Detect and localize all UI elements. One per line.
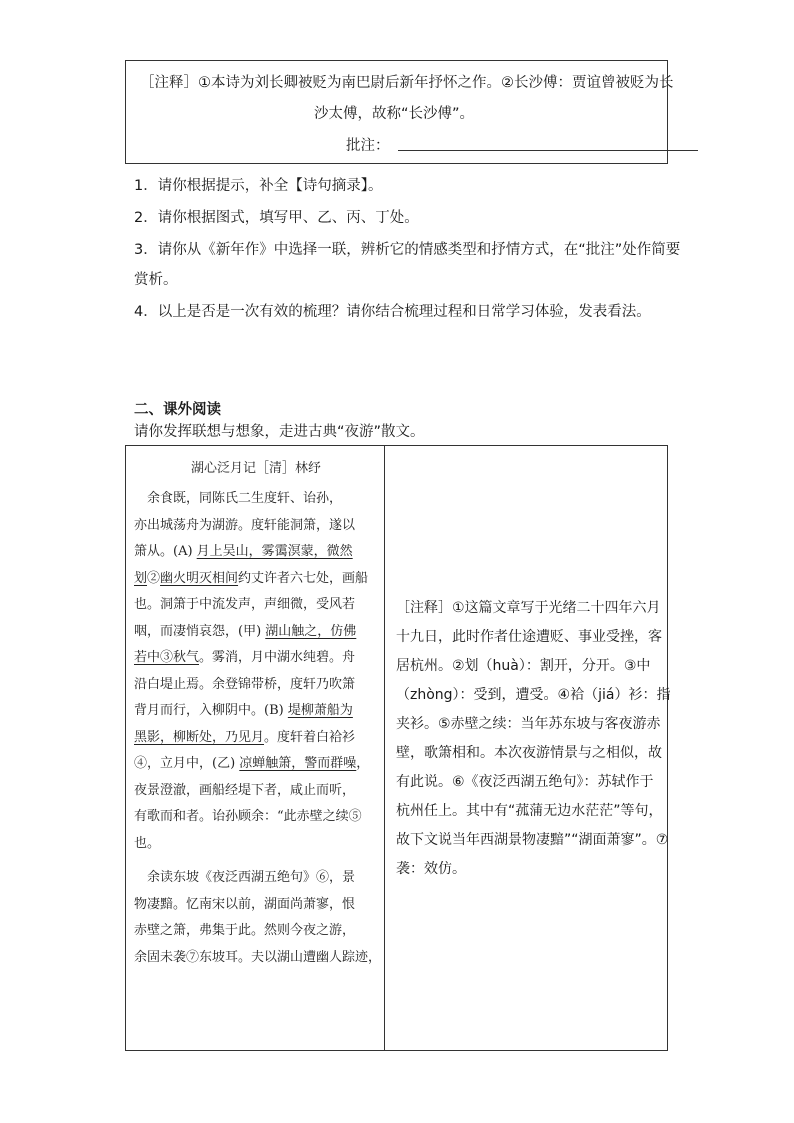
passage-text: ④，立月中，(乙) — [134, 756, 240, 771]
passage-line — [134, 539, 378, 566]
notes-line: （zhòng）：受到，遭受。④袷（jiá）衫：指 — [396, 687, 671, 703]
passage-line — [134, 804, 378, 831]
passage-line — [134, 619, 378, 646]
paragraph-gap — [134, 857, 378, 865]
passage-text: 沿白堤止焉。余登锦带桥，度轩乃吹箫 — [134, 676, 356, 692]
passage-line — [134, 892, 378, 919]
reading-table — [125, 445, 671, 1051]
question-2: 2．请你根据图式，填写甲、乙、丙、丁处。 — [134, 210, 419, 226]
notes-line: ［注释］①这篇文章写于光绪二十四年六月 — [396, 600, 661, 616]
passage-line — [134, 645, 378, 672]
notes-line: 杭州任上。其中有“菰蒲无边水茫茫”等句， — [396, 803, 663, 819]
notes-line: 十九日，此时作者仕途遭贬、事业受挫，客 — [396, 629, 662, 645]
question-3: 3．请你从《新年作》中选择一联，辨析它的情感类型和抒情方式，在“批注”处作简要 — [134, 242, 681, 258]
poem-note-line: 沙太傅，故称“长沙傅”。 — [314, 106, 475, 122]
underlined-phrase: 划 — [134, 570, 148, 586]
poem-note-box — [125, 60, 674, 164]
passage-text: 也。 — [134, 835, 161, 851]
passage-line — [134, 672, 378, 699]
section-intro: 请你发挥联想与想象，走进古典“夜游”散文。 — [134, 424, 425, 440]
notes-column — [396, 594, 671, 884]
passage-text: 约丈许者六七处，画船 — [238, 570, 369, 586]
underlined-phrase: 若中③秋气 — [134, 650, 200, 665]
passage-text: 也。洞箫于中流发声，声细微，受风若 — [134, 597, 356, 612]
question-3-continued: 赏析。 — [134, 272, 178, 288]
underlined-phrase: 黑影，柳断处，乃见月 — [134, 729, 265, 745]
passage-line — [134, 945, 382, 972]
section-title: 二、课外阅读 — [134, 402, 221, 418]
passage-text: ② — [147, 570, 161, 586]
passage-line — [134, 725, 378, 752]
passage-line — [134, 865, 378, 892]
passage-text: 。度轩着白袷衫 — [264, 729, 356, 745]
column-divider — [384, 446, 385, 1050]
passage-text: 余食既，同陈氏二生度轩、诒孙， — [134, 491, 343, 506]
passage-line — [134, 751, 378, 778]
underlined-phrase: 凉蝉触箫，警而群噪 — [239, 756, 357, 771]
underlined-phrase: 幽火明灭相间 — [160, 570, 239, 586]
annotation-blank-line — [398, 150, 698, 151]
passage-text: 余固未袭⑦东坡耳。夫以湖山遭幽人踪迹， — [134, 949, 382, 965]
question-1: 1．请你根据提示，补全【诗句摘录】。 — [134, 178, 383, 194]
passage-text: 箫从。(A) — [134, 544, 197, 559]
underlined-phrase: 湖山触之，仿佛 — [265, 623, 357, 639]
passage-text: 有歌而和者。诒孙顾余：“此赤壁之续⑤ — [134, 809, 362, 824]
passage-line — [134, 486, 378, 513]
passage-text: 赤壁之箫，弗集于此。然则今夜之游， — [134, 923, 356, 938]
passage-column — [134, 456, 382, 971]
passage-text: ， — [356, 756, 370, 771]
passage-line — [134, 831, 378, 858]
notes-line: 袭：效仿。 — [396, 861, 466, 877]
notes-line: 夹衫。⑤赤壁之续：当年苏东坡与客夜游赤 — [396, 716, 661, 732]
passage-text: 夜景澄澈，画船经堤下者，咸止而听， — [134, 782, 356, 798]
passage-text: 咽，而凄悄哀怨，(甲) — [134, 623, 266, 639]
question-4: 4．以上是否是一次有效的梳理？请你结合梳理过程和日常学习体验，发表看法。 — [134, 304, 651, 320]
underlined-phrase: 月上吴山，雾霭溟蒙，微然 — [196, 544, 353, 559]
underlined-phrase: 堤柳萧船为 — [287, 703, 353, 718]
passage-text: 背月而行，入柳阴中。(B) — [134, 703, 288, 718]
poem-note-line: ［注释］①本诗为刘长卿被贬为南巴尉后新年抒怀之作。②长沙傅：贾谊曾被贬为长 — [140, 75, 674, 91]
passage-text: 亦出城荡舟为湖游。度轩能洞箫，遂以 — [134, 517, 356, 533]
notes-line: 居杭州。②划（huà）：割开，分开。③中 — [396, 658, 651, 674]
passage-line — [134, 778, 378, 805]
notes-line: 有此说。⑥《夜泛西湖五绝句》：苏轼作于 — [396, 774, 654, 790]
annotation-label: 批注： — [346, 138, 390, 154]
passage-text: 余读东坡《夜泛西湖五绝句》⑥，景 — [134, 870, 356, 885]
passage-line — [134, 698, 378, 725]
passage-line — [134, 592, 378, 619]
notes-line: 故下文说当年西湖景物凄黯”“湖面萧寥”。⑦ — [396, 832, 669, 848]
passage-text: 物凄黯。忆南宋以前，湖面尚萧寥，恨 — [134, 896, 356, 912]
notes-line: 壁，歌箫相和。本次夜游情景与之相似，故 — [396, 745, 662, 761]
passage-line — [134, 566, 378, 593]
passage-title: 湖心泛月记［清］林纾 — [190, 461, 321, 476]
passage-text: 。雾消，月中湖水纯碧。舟 — [199, 650, 356, 665]
passage-line — [134, 918, 378, 945]
passage-line — [134, 513, 378, 540]
